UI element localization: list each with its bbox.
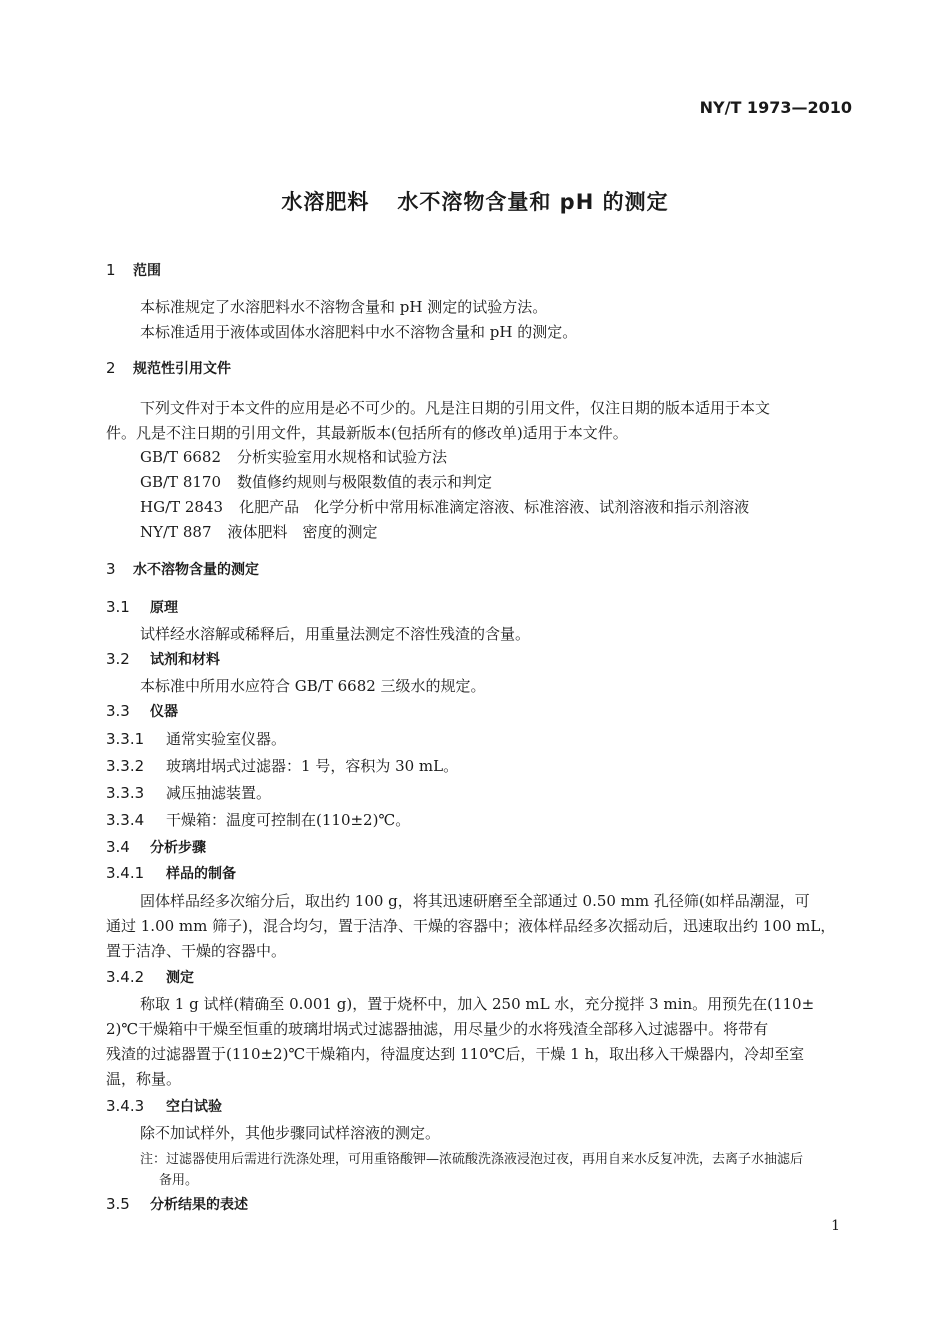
section-3-4-1-line-1: 固体样品经多次缩分后，取出约 100 g，将其迅速研磨至全部通过 0.50 mm 孔径筛(如样品潮湿，可 (140, 892, 810, 910)
section-3-4-heading: 3.4 分析步骤 (106, 838, 206, 856)
section-3-5-heading: 3.5 分析结果的表述 (106, 1195, 248, 1213)
section-3-3-heading: 3.3 仪器 (106, 702, 178, 720)
section-3-4-3-paragraph: 除不加试样外，其他步骤同试样溶液的测定。 (140, 1124, 441, 1142)
section-2-paragraph-line-2: 件。凡是不注日期的引用文件，其最新版本(包括所有的修改单)适用于本文件。 (106, 424, 628, 442)
section-3-2-paragraph: 本标准中所用水应符合 GB/T 6682 三级水的规定。 (140, 677, 486, 695)
standard-number: NY/T 1973—2010 (699, 98, 852, 117)
section-3-heading: 3 水不溶物含量的测定 (106, 560, 259, 578)
section-3-4-2-line-4: 温，称量。 (106, 1070, 182, 1088)
note-line-2: 备用。 (159, 1173, 199, 1188)
section-1-paragraph-1: 本标准规定了水溶肥料水不溶物含量和 pH 测定的试验方法。 (140, 298, 548, 316)
page-number: 1 (831, 1218, 840, 1234)
title-part-1: 水溶肥料 (281, 190, 370, 214)
section-2-paragraph-line-1: 下列文件对于本文件的应用是必不可少的。凡是注日期的引用文件，仅注日期的版本适用于本文 (140, 399, 771, 417)
section-3-4-2-line-3: 残渣的过滤器置于(110±2)℃干燥箱内，待温度达到 110℃后，干燥 1 h，取出移入干燥器内，冷却至室 (106, 1045, 805, 1063)
section-3-3-2-item: 3.3.2 玻璃坩埚式过滤器：1 号，容积为 30 mL。 (106, 757, 459, 775)
reference-item: GB/T 8170 数值修约规则与极限数值的表示和判定 (140, 473, 493, 491)
section-1-heading: 1 范围 (106, 261, 161, 279)
reference-item: GB/T 6682 分析实验室用水规格和试验方法 (140, 448, 448, 466)
reference-item: HG/T 2843 化肥产品 化学分析中常用标准滴定溶液、标准溶液、试剂溶液和指示剂溶液 (140, 498, 750, 516)
section-2-heading: 2 规范性引用文件 (106, 359, 231, 377)
section-3-3-4-item: 3.3.4 干燥箱：温度可控制在(110±2)℃。 (106, 811, 411, 829)
section-1-paragraph-2: 本标准适用于液体或固体水溶肥料中水不溶物含量和 pH 的测定。 (140, 323, 578, 341)
section-3-4-2-line-1: 称取 1 g 试样(精确至 0.001 g)，置于烧杯中，加入 250 mL 水，充分搅拌 3 min。用预先在(110± (140, 995, 815, 1013)
section-3-4-2-heading: 3.4.2 测定 (106, 968, 194, 986)
section-3-1-paragraph: 试样经水溶解或稀释后，用重量法测定不溶性残渣的含量。 (140, 625, 531, 643)
section-3-4-2-line-2: 2)℃干燥箱中干燥至恒重的玻璃坩埚式过滤器抽滤，用尽量少的水将残渣全部移入过滤器中。将带有 (106, 1020, 769, 1038)
section-3-4-1-line-3: 置于洁净、干燥的容器中。 (106, 942, 287, 960)
page-title (0, 186, 950, 216)
section-3-3-3-item: 3.3.3 减压抽滤装置。 (106, 784, 272, 802)
section-3-3-1-item: 3.3.1 通常实验室仪器。 (106, 730, 287, 748)
section-3-4-1-heading: 3.4.1 样品的制备 (106, 864, 236, 882)
section-3-1-heading: 3.1 原理 (106, 598, 178, 616)
section-3-4-3-heading: 3.4.3 空白试验 (106, 1097, 222, 1115)
section-3-2-heading: 3.2 试剂和材料 (106, 650, 220, 668)
reference-item: NY/T 887 液体肥料 密度的测定 (140, 523, 378, 541)
section-3-4-1-line-2: 通过 1.00 mm 筛子)，混合均匀，置于洁净、干燥的容器中；液体样品经多次摇动后，迅速取出约 100 mL， (106, 917, 836, 935)
note-line-1: 注：过滤器使用后需进行洗涤处理，可用重铬酸钾—浓硫酸洗涤液浸泡过夜，再用自来水反复冲洗，去离子水抽滤后 (140, 1152, 804, 1167)
title-part-2: 水不溶物含量和 pH 的测定 (397, 190, 669, 214)
